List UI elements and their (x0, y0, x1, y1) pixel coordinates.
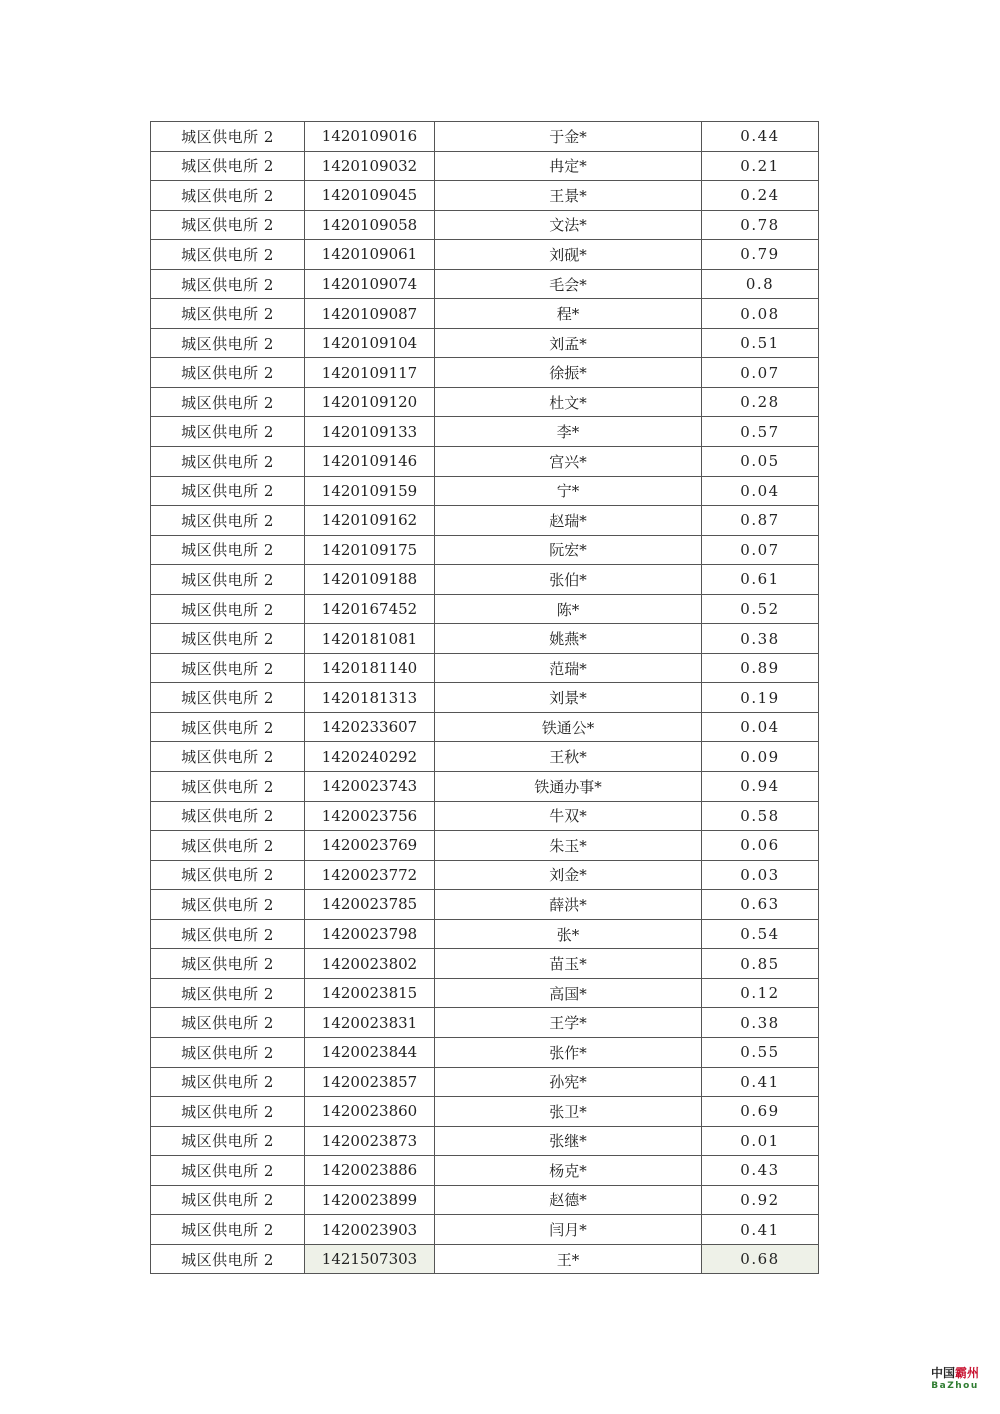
unit-cell: 城区供电所 2 (151, 240, 305, 270)
account-cell: 1420240292 (305, 742, 435, 772)
name-cell: 张伯* (435, 565, 702, 595)
value-cell: 0.41 (702, 1067, 819, 1097)
unit-cell: 城区供电所 2 (151, 683, 305, 713)
table-row (151, 447, 819, 477)
unit-cell: 城区供电所 2 (151, 269, 305, 299)
value-cell: 0.69 (702, 1097, 819, 1127)
account-cell: 1420109032 (305, 151, 435, 181)
unit-cell: 城区供电所 2 (151, 949, 305, 979)
value-cell: 0.61 (702, 565, 819, 595)
account-cell: 1420023886 (305, 1156, 435, 1186)
account-cell: 1420023903 (305, 1215, 435, 1245)
name-cell: 宁* (435, 476, 702, 506)
account-cell: 1420023743 (305, 772, 435, 802)
value-cell: 0.04 (702, 712, 819, 742)
unit-cell: 城区供电所 2 (151, 506, 305, 536)
bazhou-logo (924, 1366, 986, 1392)
account-cell: 1420023815 (305, 978, 435, 1008)
table-row (151, 1037, 819, 1067)
table-row (151, 978, 819, 1008)
unit-cell: 城区供电所 2 (151, 417, 305, 447)
account-cell: 1420023769 (305, 831, 435, 861)
value-cell: 0.28 (702, 387, 819, 417)
name-cell: 李* (435, 417, 702, 447)
value-cell: 0.52 (702, 594, 819, 624)
account-cell: 1420181313 (305, 683, 435, 713)
value-cell: 0.08 (702, 299, 819, 329)
name-cell: 刘孟* (435, 328, 702, 358)
table-row (151, 712, 819, 742)
name-cell: 刘景* (435, 683, 702, 713)
name-cell: 铁通办事* (435, 772, 702, 802)
table-row (151, 919, 819, 949)
table-row (151, 358, 819, 388)
name-cell: 张卫* (435, 1097, 702, 1127)
unit-cell: 城区供电所 2 (151, 919, 305, 949)
table-row (151, 624, 819, 654)
value-cell: 0.04 (702, 476, 819, 506)
value-cell: 0.92 (702, 1185, 819, 1215)
table-body (151, 122, 819, 1274)
value-cell: 0.58 (702, 801, 819, 831)
name-cell: 文法* (435, 210, 702, 240)
account-cell: 1420023772 (305, 860, 435, 890)
unit-cell: 城区供电所 2 (151, 978, 305, 1008)
value-cell: 0.01 (702, 1126, 819, 1156)
table-row (151, 476, 819, 506)
name-cell: 于金* (435, 122, 702, 152)
unit-cell: 城区供电所 2 (151, 447, 305, 477)
account-cell: 1420233607 (305, 712, 435, 742)
name-cell: 王景* (435, 181, 702, 211)
unit-cell: 城区供电所 2 (151, 299, 305, 329)
value-cell: 0.41 (702, 1215, 819, 1245)
value-cell: 0.94 (702, 772, 819, 802)
unit-cell: 城区供电所 2 (151, 1097, 305, 1127)
name-cell: 刘砚* (435, 240, 702, 270)
name-cell: 王秋* (435, 742, 702, 772)
value-cell: 0.38 (702, 624, 819, 654)
data-table (150, 121, 819, 1274)
account-cell: 1420109133 (305, 417, 435, 447)
value-cell: 0.21 (702, 151, 819, 181)
unit-cell: 城区供电所 2 (151, 1185, 305, 1215)
value-cell: 0.68 (702, 1244, 819, 1274)
account-cell: 1420109120 (305, 387, 435, 417)
table-row (151, 328, 819, 358)
value-cell: 0.55 (702, 1037, 819, 1067)
unit-cell: 城区供电所 2 (151, 122, 305, 152)
table-row (151, 683, 819, 713)
account-cell: 1420109087 (305, 299, 435, 329)
unit-cell: 城区供电所 2 (151, 476, 305, 506)
table-row (151, 1185, 819, 1215)
table-row (151, 653, 819, 683)
table-row (151, 860, 819, 890)
account-cell: 1420023844 (305, 1037, 435, 1067)
unit-cell: 城区供电所 2 (151, 565, 305, 595)
name-cell: 张继* (435, 1126, 702, 1156)
unit-cell: 城区供电所 2 (151, 772, 305, 802)
unit-cell: 城区供电所 2 (151, 1244, 305, 1274)
table-row (151, 151, 819, 181)
table-row (151, 801, 819, 831)
value-cell: 0.51 (702, 328, 819, 358)
table-row (151, 535, 819, 565)
table-row (151, 269, 819, 299)
account-cell: 1420023798 (305, 919, 435, 949)
name-cell: 高国* (435, 978, 702, 1008)
table-row (151, 122, 819, 152)
account-cell: 1420109061 (305, 240, 435, 270)
value-cell: 0.78 (702, 210, 819, 240)
value-cell: 0.19 (702, 683, 819, 713)
unit-cell: 城区供电所 2 (151, 1037, 305, 1067)
name-cell: 薛洪* (435, 890, 702, 920)
name-cell: 王* (435, 1244, 702, 1274)
name-cell: 阮宏* (435, 535, 702, 565)
table-row (151, 240, 819, 270)
unit-cell: 城区供电所 2 (151, 594, 305, 624)
account-cell: 1420181140 (305, 653, 435, 683)
value-cell: 0.43 (702, 1156, 819, 1186)
name-cell: 刘金* (435, 860, 702, 890)
unit-cell: 城区供电所 2 (151, 712, 305, 742)
name-cell: 牛双* (435, 801, 702, 831)
table-row (151, 1126, 819, 1156)
table-row (151, 949, 819, 979)
account-cell: 1420109188 (305, 565, 435, 595)
unit-cell: 城区供电所 2 (151, 210, 305, 240)
table-row (151, 742, 819, 772)
logo-text-part1: 中国 (930, 1366, 955, 1380)
table-row (151, 1067, 819, 1097)
account-cell: 1420023756 (305, 801, 435, 831)
account-cell: 1420109058 (305, 210, 435, 240)
value-cell: 0.05 (702, 447, 819, 477)
unit-cell: 城区供电所 2 (151, 328, 305, 358)
account-cell: 1420023873 (305, 1126, 435, 1156)
name-cell: 张* (435, 919, 702, 949)
value-cell: 0.09 (702, 742, 819, 772)
account-cell: 1420109016 (305, 122, 435, 152)
value-cell: 0.38 (702, 1008, 819, 1038)
name-cell: 陈* (435, 594, 702, 624)
account-cell: 1420181081 (305, 624, 435, 654)
value-cell: 0.03 (702, 860, 819, 890)
table-row (151, 299, 819, 329)
unit-cell: 城区供电所 2 (151, 1126, 305, 1156)
logo-english-text: BaZhou (931, 1381, 979, 1391)
name-cell: 程* (435, 299, 702, 329)
logo-text-part2: 霸州 (955, 1366, 980, 1380)
unit-cell: 城区供电所 2 (151, 1067, 305, 1097)
name-cell: 杜文* (435, 387, 702, 417)
account-cell: 1420023899 (305, 1185, 435, 1215)
name-cell: 范瑞* (435, 653, 702, 683)
value-cell: 0.57 (702, 417, 819, 447)
table-row (151, 181, 819, 211)
name-cell: 毛会* (435, 269, 702, 299)
unit-cell: 城区供电所 2 (151, 358, 305, 388)
table-row (151, 1008, 819, 1038)
name-cell: 赵德* (435, 1185, 702, 1215)
value-cell: 0.85 (702, 949, 819, 979)
logo-chinese-text (924, 1366, 986, 1380)
unit-cell: 城区供电所 2 (151, 890, 305, 920)
table-row (151, 890, 819, 920)
value-cell: 0.79 (702, 240, 819, 270)
value-cell: 0.89 (702, 653, 819, 683)
name-cell: 王学* (435, 1008, 702, 1038)
account-cell: 1420109175 (305, 535, 435, 565)
table-row (151, 772, 819, 802)
value-cell: 0.87 (702, 506, 819, 536)
table-row (151, 506, 819, 536)
value-cell: 0.8 (702, 269, 819, 299)
account-cell: 1420023831 (305, 1008, 435, 1038)
account-cell: 1420167452 (305, 594, 435, 624)
account-cell: 1420109104 (305, 328, 435, 358)
unit-cell: 城区供电所 2 (151, 860, 305, 890)
unit-cell: 城区供电所 2 (151, 181, 305, 211)
unit-cell: 城区供电所 2 (151, 1008, 305, 1038)
name-cell: 铁通公* (435, 712, 702, 742)
table-row (151, 831, 819, 861)
account-cell: 1420023857 (305, 1067, 435, 1097)
value-cell: 0.07 (702, 535, 819, 565)
table-row (151, 210, 819, 240)
name-cell: 宫兴* (435, 447, 702, 477)
name-cell: 张作* (435, 1037, 702, 1067)
account-cell: 1420109117 (305, 358, 435, 388)
name-cell: 闫月* (435, 1215, 702, 1245)
account-cell: 1420109162 (305, 506, 435, 536)
name-cell: 朱玉* (435, 831, 702, 861)
name-cell: 孙宪* (435, 1067, 702, 1097)
account-cell: 1420109146 (305, 447, 435, 477)
name-cell: 杨克* (435, 1156, 702, 1186)
account-cell: 1420023802 (305, 949, 435, 979)
unit-cell: 城区供电所 2 (151, 624, 305, 654)
value-cell: 0.24 (702, 181, 819, 211)
unit-cell: 城区供电所 2 (151, 1215, 305, 1245)
table-row (151, 417, 819, 447)
unit-cell: 城区供电所 2 (151, 387, 305, 417)
account-cell: 1420109045 (305, 181, 435, 211)
value-cell: 0.07 (702, 358, 819, 388)
unit-cell: 城区供电所 2 (151, 535, 305, 565)
value-cell: 0.12 (702, 978, 819, 1008)
value-cell: 0.54 (702, 919, 819, 949)
table-row (151, 1156, 819, 1186)
unit-cell: 城区供电所 2 (151, 801, 305, 831)
value-cell: 0.44 (702, 122, 819, 152)
value-cell: 0.63 (702, 890, 819, 920)
table-row (151, 565, 819, 595)
name-cell: 姚燕* (435, 624, 702, 654)
table-row (151, 1097, 819, 1127)
account-cell: 1420109159 (305, 476, 435, 506)
value-cell: 0.06 (702, 831, 819, 861)
name-cell: 苗玉* (435, 949, 702, 979)
unit-cell: 城区供电所 2 (151, 653, 305, 683)
unit-cell: 城区供电所 2 (151, 742, 305, 772)
name-cell: 冉定* (435, 151, 702, 181)
unit-cell: 城区供电所 2 (151, 1156, 305, 1186)
table-row (151, 1244, 819, 1274)
account-cell: 1420109074 (305, 269, 435, 299)
account-cell: 1421507303 (305, 1244, 435, 1274)
name-cell: 徐振* (435, 358, 702, 388)
name-cell: 赵瑞* (435, 506, 702, 536)
table-row (151, 1215, 819, 1245)
unit-cell: 城区供电所 2 (151, 151, 305, 181)
unit-cell: 城区供电所 2 (151, 831, 305, 861)
table-row (151, 594, 819, 624)
account-cell: 1420023860 (305, 1097, 435, 1127)
account-cell: 1420023785 (305, 890, 435, 920)
table-row (151, 387, 819, 417)
